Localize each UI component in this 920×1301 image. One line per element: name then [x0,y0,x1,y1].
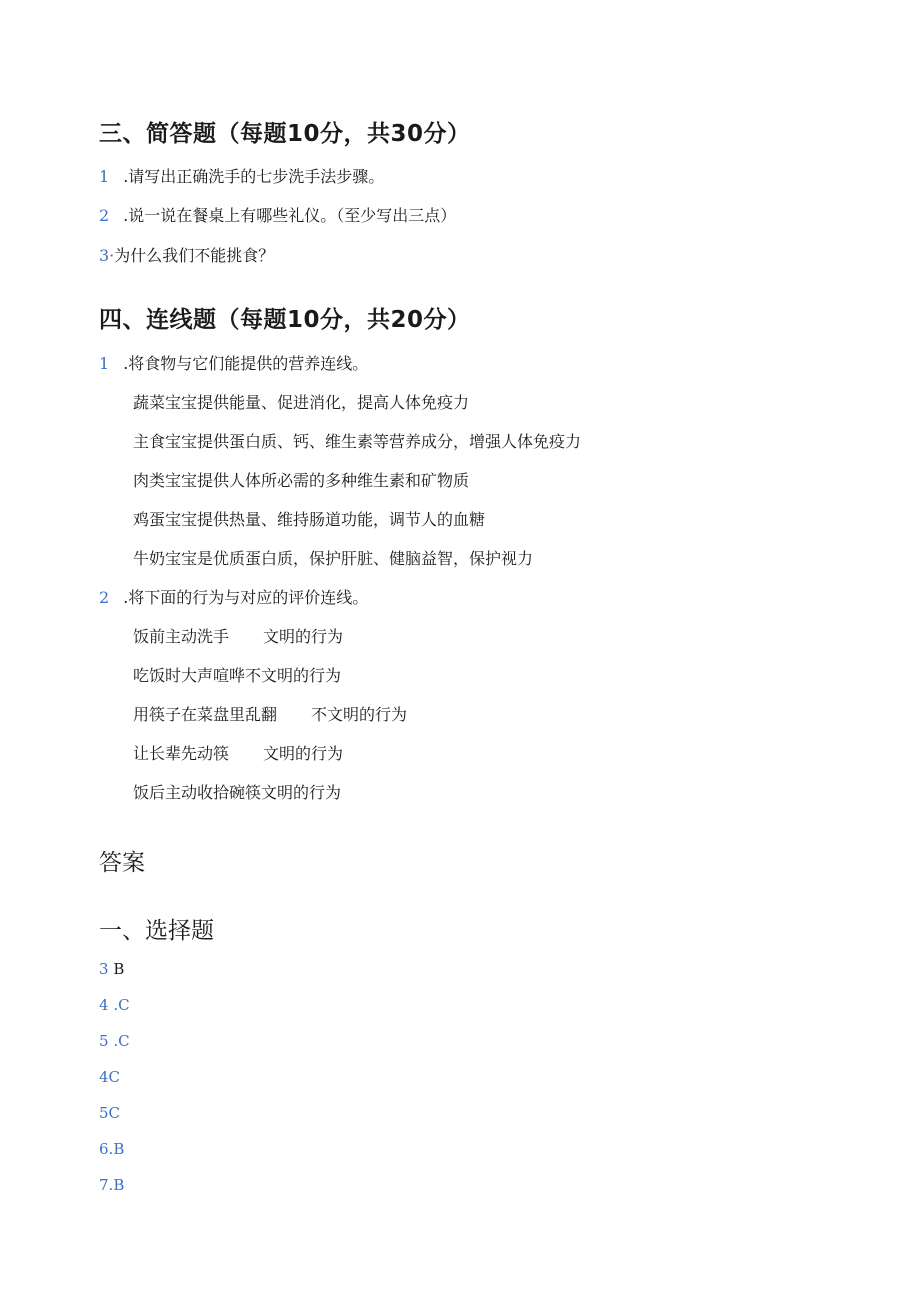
answer-number: 4 [99,996,109,1014]
question-text: 为什么我们不能挑食？ [114,246,275,265]
question-number: 1 [99,354,110,373]
answer-value: C [108,1104,121,1122]
answer-value: B [113,1176,125,1194]
answer-value: B [113,1140,125,1158]
answer-number: 5 [99,1104,109,1122]
answer-item [99,1068,120,1086]
match-line: 鸡蛋宝宝提供热量、维持肠道功能，调节人的血糖 [133,510,486,529]
question-3-3 [99,243,274,266]
behavior: 饭前主动洗手 [133,627,230,646]
answer-item: 7.B [99,1176,125,1194]
answer-item [99,960,124,978]
question-number: 2 [99,588,110,607]
question-text: .说一说在餐桌上有哪些礼仪。（至少写出三点） [123,206,457,225]
match-line: 肉类宝宝提供人体所必需的多种维生素和矿物质 [133,471,470,490]
answer-number: 3 [99,960,109,978]
question-4-2 [99,585,368,608]
answer-item: 6.B [99,1140,125,1158]
behavior-line [133,702,407,725]
evaluation: 不文明的行为 [245,666,342,685]
answers-section1-title: 一、选择题 [99,918,214,944]
section4-title: 四、连线题（每题10分，共20分） [99,307,471,333]
evaluation: 文明的行为 [263,744,344,763]
answers-title: 答案 [99,850,145,876]
question-text: .将下面的行为与对应的评价连线。 [123,588,369,607]
answer-value: C [118,1032,130,1050]
question-number: 1 [99,167,110,186]
answer-number: 4 [99,1068,109,1086]
match-line: 牛奶宝宝是优质蛋白质，保护肝脏、健脑益智，保护视力 [133,549,534,568]
answer-value: B [113,960,125,978]
match-line: 主食宝宝提供蛋白质、钙、维生素等营养成分，增强人体免疫力 [133,432,582,451]
answer-item [99,1104,120,1122]
question-number: 3· [99,246,115,265]
question-number: 2 [99,206,110,225]
question-3-2 [99,203,456,226]
behavior: 用筷子在菜盘里乱翻 [133,705,278,724]
behavior: 吃饭时大声喧哗 [133,666,246,685]
evaluation: 不文明的行为 [311,705,408,724]
behavior-line [133,780,341,803]
behavior-line [133,624,343,647]
behavior: 让长辈先动筷 [133,744,230,763]
question-4-1 [99,351,368,374]
behavior: 饭后主动收拾碗筷 [133,783,262,802]
match-line: 蔬菜宝宝提供能量、促进消化，提高人体免疫力 [133,393,470,412]
question-text: .请写出正确洗手的七步洗手法步骤。 [123,167,385,186]
answer-value: C [118,996,130,1014]
question-text: .将食物与它们能提供的营养连线。 [123,354,369,373]
answer-item: 4 .C [99,996,130,1014]
question-3-1 [99,164,384,187]
section3-title: 三、简答题（每题10分，共30分） [99,121,471,147]
answer-number: 7 [99,1176,109,1194]
evaluation: 文明的行为 [261,783,342,802]
evaluation: 文明的行为 [263,627,344,646]
answer-item: 5 .C [99,1032,130,1050]
answer-value: C [108,1068,121,1086]
answer-number: 5 [99,1032,109,1050]
behavior-line [133,741,343,764]
behavior-line [133,663,341,686]
answer-number: 6 [99,1140,109,1158]
